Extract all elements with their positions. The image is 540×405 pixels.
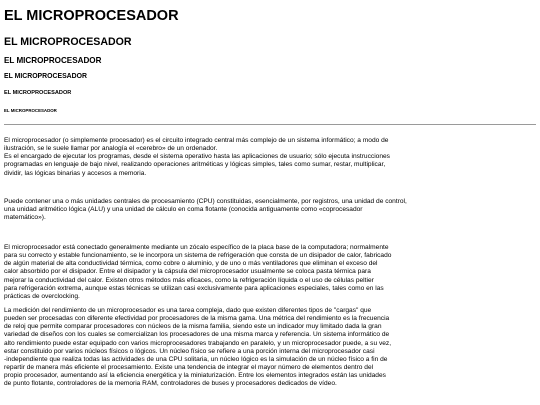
heading-level-6: EL MICROPROCESADOR (4, 108, 57, 113)
paragraph-line: -independiente que realiza todas las actividades de una CPU solitaria, un núcleo lógico es la simulación de un núcleo físico a fin de (4, 355, 388, 363)
paragraph-line: propio procesador, aumentando así la eficiencia energética y la miniaturización. Entre los elementos integrados están las unidades (4, 372, 386, 380)
paragraph-line: para refrigeración extrema, aunque estas técnicas se utilizan casi exclusivamente para aplicaciones especiales, tales como en las (4, 284, 384, 292)
paragraph-line: variedad de diseños con los cuales se comercializan los procesadores de una misma marca y referencia. Un sistema informático de (4, 331, 390, 339)
paragraph-line: programadas en lenguaje de bajo nivel, realizando operaciones aritméticas y lógicas simples, tales como sumar, restar, multiplicar, (4, 161, 386, 169)
paragraph-line: dividir, las lógicas binarias y accesos a memoria. (4, 169, 147, 177)
paragraph-performance (4, 307, 536, 389)
paragraph-line: repartir de manera más eficiente el procesamiento. Existe una tendencia de integrar el mayor número de elementos dentro del (4, 364, 374, 372)
paragraph-line: ilustración, se le suele llamar por analogía el «cerebro» de un ordenador. (4, 145, 218, 153)
heading-level-4: EL MICROPROCESADOR (4, 73, 87, 80)
paragraph-line: mejorar la conductividad del calor. Existen otros métodos más eficaces, como la refrigeración líquida o el uso de células peltier (4, 276, 374, 284)
paragraph-line: matemático»). (4, 214, 46, 222)
heading-level-5: EL MICROPROCESADOR (4, 90, 72, 96)
paragraph-line: pueden ser procesadas con diferente efectividad por procesadores de la misma gama. Una métrica del rendimiento es la frecuencia (4, 315, 390, 323)
paragraph-cpu-units (4, 198, 536, 222)
paragraph-cooling (4, 244, 536, 301)
paragraph-line: El microprocesador está conectado generalmente mediante un zócalo específico de la placa base de la computadora; normalmente (4, 244, 389, 251)
paragraph-line: para su correcto y estable funcionamiento, se le incorpora un sistema de refrigeración que consta de un disipador de calor, fabricado (4, 252, 392, 260)
paragraph-line: alto rendimiento puede estar equipado con varios microprocesadores trabajando en paralelo, y un microprocesador puede, a su vez, (4, 339, 392, 347)
paragraph-line: La medición del rendimiento de un microprocesador es una tarea compleja, dado que existen diferentes tipos de "cargas" que (4, 307, 372, 314)
heading-level-1: EL MICROPROCESADOR (4, 8, 179, 24)
paragraph-line: de punto flotante, controladores de la memoria RAM, controladores de buses y procesadores dedicados de vídeo. (4, 380, 337, 388)
paragraph-line: calor absorbido por el disipador. Entre el disipador y la cápsula del microprocesador usualmente se coloca pasta térmica para (4, 268, 371, 276)
paragraph-definition (4, 137, 536, 178)
paragraph-line: El microprocesador (o simplemente procesador) es el circuito integrado central más complejo de un sistema informático; a modo de (4, 137, 389, 144)
paragraph-line: estar constituido por varios núcleos físicos o lógicos. Un núcleo físico se refiere a una porción interna del microprocesador casi (4, 347, 375, 355)
paragraph-line: una unidad aritmético lógica (ALU) y una unidad de cálculo en coma flotante (conocida antiguamente como «coprocesador (4, 206, 363, 214)
paragraph-line: de reloj que permite comparar procesadores con núcleos de la misma familia, siendo este un indicador muy limitado dada la gran (4, 323, 382, 331)
heading-level-2: EL MICROPROCESADOR (4, 36, 132, 48)
paragraph-line: Es el encargado de ejecutar los programas, desde el sistema operativo hasta las aplicaciones de usuario; sólo ejecuta instrucciones (4, 153, 390, 161)
paragraph-line: Puede contener una o más unidades centrales de procesamiento (CPU) constituidas, esencialmente, por registros, una unidad de control, (4, 198, 407, 205)
horizontal-rule (4, 124, 536, 125)
paragraph-line: prácticas de overclocking. (4, 292, 80, 300)
heading-level-3: EL MICROPROCESADOR (4, 56, 102, 65)
paragraph-line: de algún material de alta conductividad térmica, como cobre o aluminio, y de uno o más ventiladores que eliminan el exceso del (4, 260, 378, 268)
